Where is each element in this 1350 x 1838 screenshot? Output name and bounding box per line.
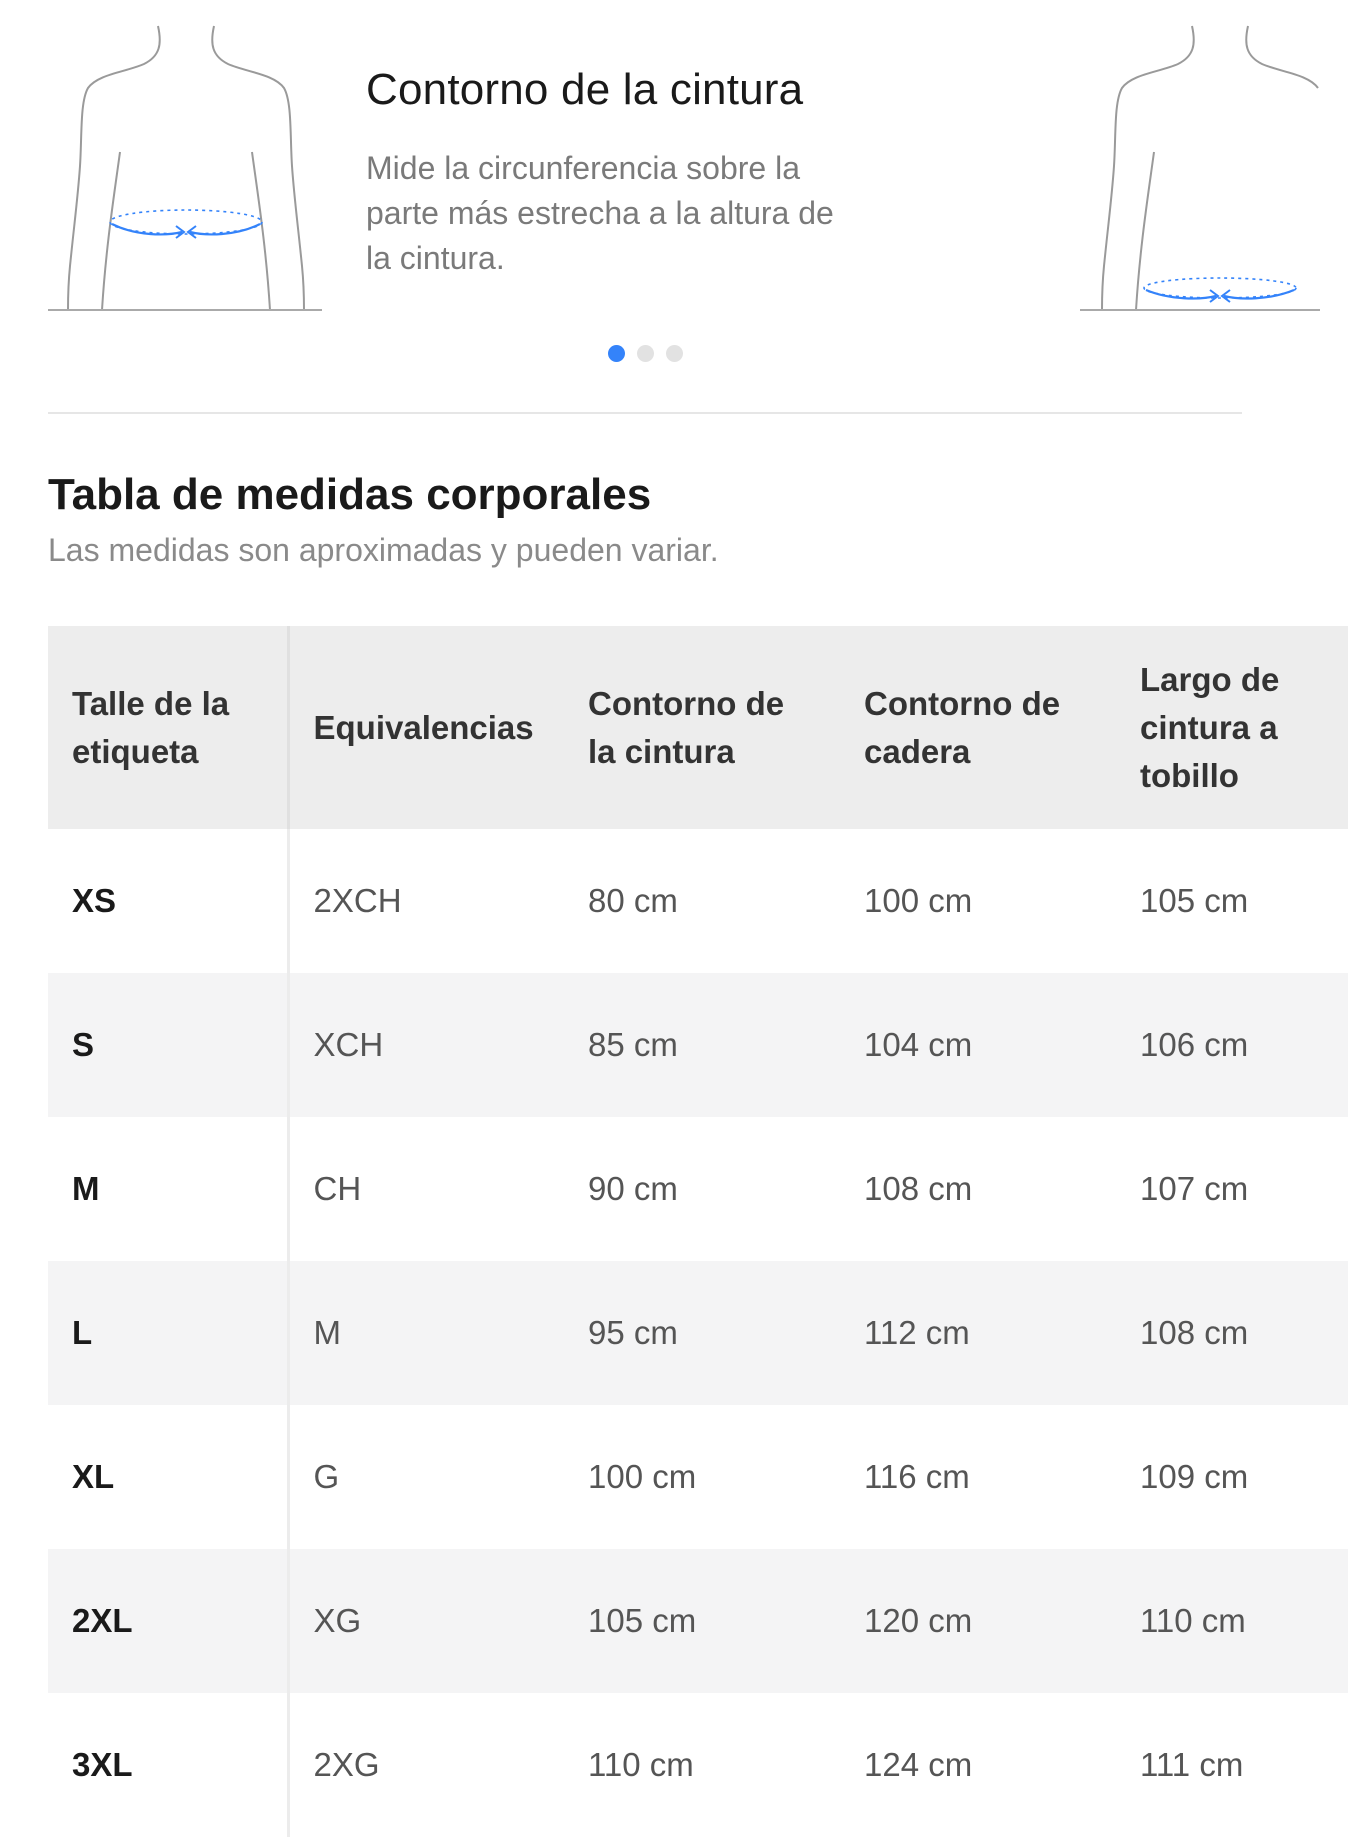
- carousel-dot-1[interactable]: [608, 345, 625, 362]
- header-hip: Contorno de cadera: [840, 626, 1116, 829]
- cell-hip: 104 cm: [840, 973, 1116, 1117]
- table-row: [48, 1549, 1348, 1693]
- cell-waist-to-ankle: 107 cm: [1140, 1170, 1249, 1207]
- slide-description: Mide la circunferencia sobre la parte más estrecha a la altura de la cintura.: [366, 150, 834, 276]
- section-divider: [48, 412, 1242, 414]
- table-row: [48, 973, 1348, 1117]
- body-waist-measure-illustration: [46, 26, 326, 316]
- cell-equivalence: 2XCH: [313, 882, 402, 919]
- cell-hip: 112 cm: [840, 1261, 1116, 1405]
- cell-hip: 120 cm: [840, 1549, 1116, 1693]
- cell-hip: 108 cm: [864, 1170, 973, 1207]
- cell-size: XS: [48, 829, 288, 973]
- cell-waist-to-ankle: 108 cm: [1116, 1261, 1348, 1405]
- carousel-dot-3[interactable]: [666, 345, 683, 362]
- cell-waist: 80 cm: [588, 882, 678, 919]
- size-table-scroll[interactable]: [48, 626, 1280, 1838]
- cell-waist: 85 cm: [564, 973, 840, 1117]
- table-row: [48, 829, 1348, 973]
- cell-size: 2XL: [48, 1549, 288, 1693]
- cell-equivalence: XCH: [288, 973, 564, 1117]
- cell-hip: 116 cm: [864, 1458, 970, 1495]
- section-subtitle: Las medidas son aproximadas y pueden variar.: [48, 532, 719, 568]
- cell-waist: 105 cm: [564, 1549, 840, 1693]
- header-waist: Contorno de la cintura: [564, 626, 840, 829]
- cell-waist: 90 cm: [588, 1170, 678, 1207]
- cell-waist-to-ankle: 110 cm: [1116, 1549, 1348, 1693]
- cell-waist: 100 cm: [588, 1458, 697, 1495]
- slide-title: Contorno de la cintura: [366, 65, 804, 114]
- header-label-size: Talle de la etiqueta: [48, 626, 288, 829]
- table-row: [48, 1117, 1348, 1261]
- cell-waist-to-ankle: 106 cm: [1116, 973, 1348, 1117]
- body-inseam-measure-illustration: [1080, 26, 1320, 316]
- carousel-pagination: [0, 345, 1290, 362]
- cell-equivalence: 2XG: [313, 1746, 380, 1783]
- cell-size: 3XL: [48, 1693, 288, 1837]
- cell-waist: 95 cm: [564, 1261, 840, 1405]
- cell-size: XL: [48, 1405, 288, 1549]
- cell-waist-to-ankle: 111 cm: [1140, 1746, 1244, 1783]
- size-table: [48, 626, 1350, 1837]
- measure-guide-carousel[interactable]: [0, 0, 1290, 370]
- size-table-header: [48, 466, 719, 570]
- cell-waist-to-ankle: 105 cm: [1140, 882, 1249, 919]
- cell-size: M: [48, 1117, 288, 1261]
- section-title: Tabla de medidas corporales: [48, 470, 652, 519]
- header-waist-to-ankle: Largo de cintura a tobillo: [1116, 626, 1348, 829]
- header-equivalences: Equivalencias: [288, 626, 564, 829]
- cell-hip: 124 cm: [864, 1746, 973, 1783]
- cell-equivalence: CH: [313, 1170, 362, 1207]
- cell-size: S: [48, 973, 288, 1117]
- table-header-row: [48, 626, 1348, 829]
- carousel-slide-text: [366, 62, 926, 281]
- cell-hip: 100 cm: [864, 882, 973, 919]
- carousel-dot-2[interactable]: [637, 345, 654, 362]
- cell-size: L: [48, 1261, 288, 1405]
- cell-equivalence: M: [288, 1261, 564, 1405]
- table-row: [48, 1405, 1348, 1549]
- table-row: [48, 1261, 1348, 1405]
- cell-equivalence: G: [313, 1458, 340, 1495]
- cell-equivalence: XG: [288, 1549, 564, 1693]
- table-row: [48, 1693, 1348, 1837]
- cell-waist: 110 cm: [588, 1746, 694, 1783]
- cell-waist-to-ankle: 109 cm: [1140, 1458, 1249, 1495]
